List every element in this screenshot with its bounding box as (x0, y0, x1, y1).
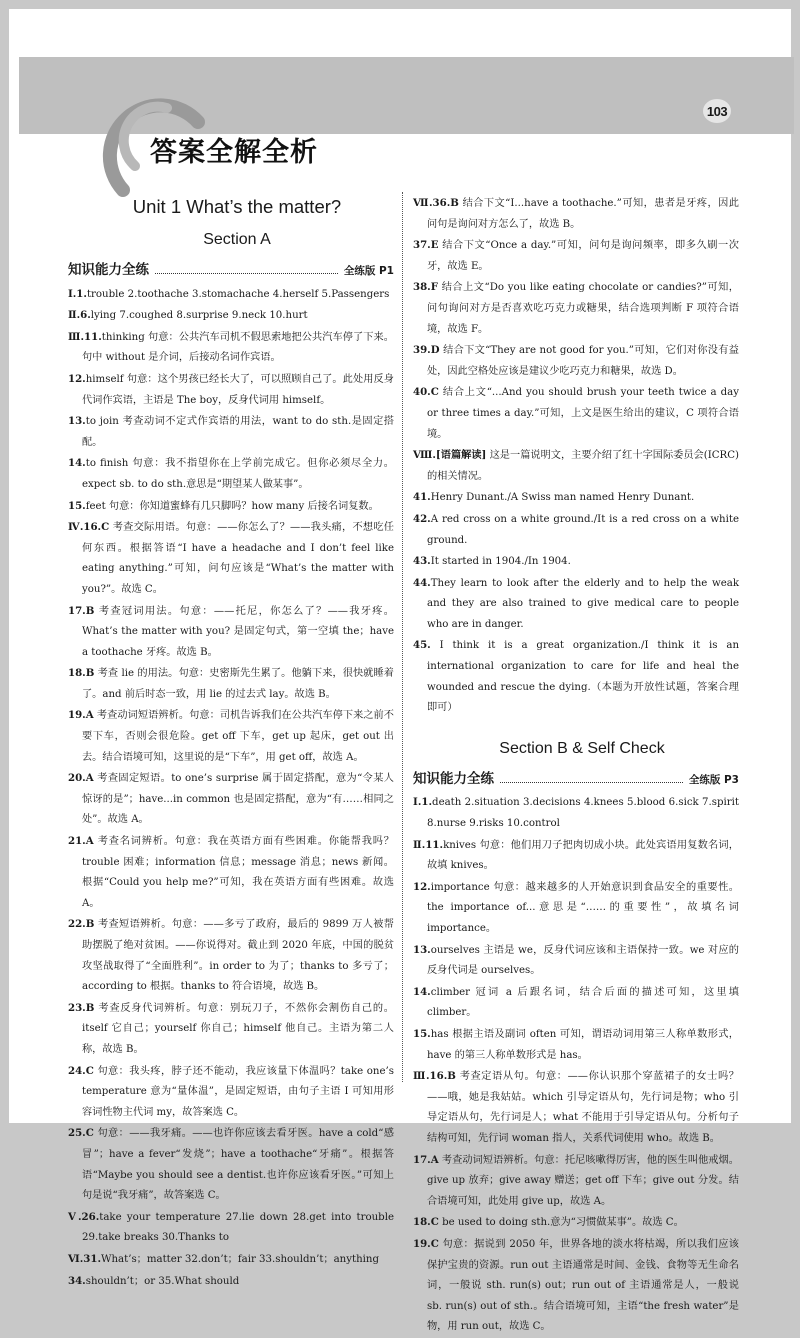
answer-item (413, 940, 739, 982)
answer-item (68, 327, 394, 369)
answer-item (68, 1271, 394, 1293)
answer-text: I think it is a great organization./I think it is an international organization to care for life and heal the wounded and rescue the dying.（本题为开放性试题，答案合理即可） (427, 640, 739, 714)
answer-number: Ⅰ.1. (413, 796, 433, 809)
answer-item (68, 305, 394, 327)
page-title: 答案全解全析 (150, 137, 318, 168)
answer-item (413, 1066, 739, 1149)
answer-text: lying 7.coughed 8.surprise 9.neck 10.hurt (90, 310, 308, 322)
answer-number: 23.B (68, 1001, 95, 1014)
answer-number: Ⅷ.[语篇解读] (413, 449, 487, 462)
practice-header-ref: 全练版 P1 (343, 265, 394, 277)
answer-number: Ⅲ.16.B (413, 1070, 456, 1083)
answer-number: 19.A (68, 709, 94, 722)
answer-text: 考查 lie 的用法。句意：史密斯先生累了。他躺下来，很快就睡着了。and 前后时态一致，用 lie 的过去式 lay。故选 B。 (82, 668, 394, 700)
answer-number: 14. (68, 457, 86, 470)
answer-text: 结合下文“I...have a toothache.”可知，患者是牙疼，因此问句是询问对方怎么了，故选 B。 (427, 198, 739, 230)
answer-number: 41. (413, 491, 431, 504)
practice-header (413, 769, 739, 791)
answer-text: 考查反身代词辨析。句意：别玩刀子，不然你会割伤自己的。itself 它自己；yourself 你自己；himself 他自己。主语为第二人称，故选 B。 (82, 1002, 394, 1055)
answer-item (413, 635, 739, 718)
answer-text: 结合上文“Do you like eating chocolate or candies?”可知，问句询问对方是否喜欢吃巧克力或糖果，结合选项判断 F 项符合语境，故选 F。 (427, 282, 739, 335)
answer-item (68, 369, 394, 411)
answer-text: ourselves 主语是 we，反身代词应该和主语保持一致。we 对应的反身代词是 ourselves。 (427, 944, 739, 977)
answer-text: has 根据主语及副词 often 可知，谓语动词用第三人称单数形式，have 的第三人称单数形式是 has。 (427, 1028, 739, 1061)
answer-text: 考查动词短语辨析。句意：托尼咳嗽得厉害，他的医生叫他戒烟。give up 放弃；give away 赠送；get off 下车；give out 分发。结合语境可知，此处用 give up，故选 A。 (427, 1154, 739, 1207)
answer-text: be used to doing sth.意为“习惯做某事”。故选 C。 (438, 1217, 684, 1229)
leader-dots (155, 263, 338, 274)
practice-header-title: 知识能力全练 (68, 262, 149, 278)
answer-item (68, 1207, 394, 1249)
answer-number: 43. (413, 555, 431, 568)
answer-number: 22.B (68, 918, 95, 931)
answer-text: to finish 句意：我不指望你在上学前完成它。但你必须尽全力。expect sb. to do sth.意思是“期望某人做某事”。 (82, 458, 394, 490)
right-column (413, 193, 739, 1338)
answer-list (68, 284, 394, 1293)
answer-number: Ⅴ.26. (68, 1210, 100, 1223)
answer-item (68, 705, 394, 768)
answer-number: Ⅶ.36.B (413, 197, 459, 209)
answer-item (68, 768, 394, 831)
answer-item (413, 193, 739, 235)
answer-number: Ⅲ.11. (68, 330, 102, 343)
answer-item (68, 1061, 394, 1124)
page-number: 103 (703, 99, 731, 123)
unit-title: Unit 1 What’s the matter? (132, 196, 342, 217)
answer-text: 考查定语从句。句意：——你认识那个穿蓝裙子的女士吗？——哦，她是我姑姑。which 引导定语从句，先行词是物；who 引导定语从句，先行词是人；what 不能用于引导定语从句。分析句子结构可知，先行词 woman 指人，关系代词使用 who。故选 B。 (427, 1071, 739, 1144)
answer-number: Ⅰ.1. (68, 287, 87, 300)
answer-number: 37.E (413, 239, 439, 252)
answer-text: 考查冠词用法。句意：——托尼，你怎么了？——我牙疼。What’s the matter with you? 是固定句式，第一空填 the；have a toothache 牙疼。故选 B。 (82, 605, 394, 658)
answer-item (68, 517, 394, 600)
answer-item (68, 914, 394, 997)
answer-text: 句意：我头疼，脖子还不能动，我应该量下体温吗？take one’s temperature 意为“量体温”，是固定短语，由句子主语 I 可知用形容词性物主代词 my，故答案选 C。 (82, 1065, 394, 1118)
answer-item (413, 1150, 739, 1213)
answer-text: 句意：据说到 2050 年，世界各地的淡水将枯竭，所以我们应该保护宝贵的资源。run out 主语通常是时间、金钱、食物等无生命名词，一般说 sth. run(s) out；run out of 主语通常是人，一般说 sb. run(s) out of sth.。结合语境可知，主语“the fresh water”是物，用 run out，故选 C。 (427, 1238, 739, 1333)
answer-text: thinking 句意：公共汽车司机不假思索地把公共汽车停了下来。句中 without 是介词，后接动名词作宾语。 (82, 331, 394, 364)
answer-number: 34. (68, 1274, 86, 1287)
answer-text: 考查交际用语。句意：——你怎么了？——我头痛，不想吃任何东西。根据答语“I have a headache and I don’t feel like eating anything.”可知，问句应该是“What’s the matter with you?”。故选 C。 (82, 522, 394, 595)
left-column (68, 192, 394, 1292)
answer-item (413, 340, 739, 382)
answer-item (68, 601, 394, 664)
answer-item (413, 382, 739, 445)
answer-text: What’s；matter 32.don’t；fair 33.shouldn’t；anything (101, 1253, 379, 1265)
answer-item (68, 831, 394, 914)
answer-item (413, 551, 739, 573)
answer-item (68, 1249, 394, 1271)
answer-number: 15. (68, 499, 86, 512)
answer-number: 12. (413, 880, 431, 893)
section-title: Section B & Self Check (499, 739, 665, 757)
practice-header (68, 260, 394, 282)
answer-text: 考查固定短语。to one’s surprise 属于固定搭配，意为“令某人惊讶的是”；have...in common 也是固定搭配，意为“有……相同之处”。故选 A。 (82, 773, 394, 826)
answer-number: 13. (68, 415, 86, 428)
section-title: Section A (203, 231, 271, 248)
answer-item (68, 998, 394, 1061)
answer-text: A red cross on a white ground./It is a red cross on a white ground. (427, 513, 739, 546)
answer-number: 40.C (413, 386, 439, 399)
answer-text: importance 句意：越来越多的人开始意识到食品安全的重要性。the importance of...意思是“……的重要性”，故填名词 importance。 (427, 881, 739, 934)
practice-header-ref: 全练版 P3 (688, 773, 739, 786)
answer-text: shouldn’t；or 35.What should (85, 1275, 240, 1287)
answer-number: 17.B (68, 604, 95, 617)
answer-item (68, 284, 394, 306)
answer-item (413, 835, 739, 877)
answer-number: 42. (413, 512, 431, 525)
answer-number: 18.C (413, 1216, 439, 1229)
answer-text: feet 句意：你知道蜜蜂有几只脚吗？how many 后接名词复数。 (85, 500, 379, 512)
answer-number: Ⅵ.31. (68, 1252, 101, 1265)
answer-item (413, 982, 739, 1024)
answer-text: himself 句意：这个男孩已经长大了，可以照顾自己了。此处用反身代词作宾语，主语是 The boy，反身代词用 himself。 (82, 373, 394, 406)
answer-text: 考查名词辨析。句意：我在英语方面有些困难。你能帮我吗？trouble 困难；information 信息；message 消息；news 新闻。根据“Could you help me?”可知，我在英语方面有些困难。故选 A。 (82, 836, 394, 909)
answer-text: 结合下文“They are not good for you.”可知，它们对你没有益处，因此空格处应该是建议少吃巧克力和糖果，故选 D。 (427, 345, 739, 377)
answer-item (413, 1024, 739, 1066)
answer-number: 39.D (413, 344, 440, 357)
answer-number: Ⅱ.11. (413, 838, 444, 851)
answer-text: 考查短语辨析。句意：——多亏了政府，最后的 9899 万人被帮助摆脱了绝对贫困。——你说得对。截止到 2020 年底，中国的脱贫攻坚战取得了“全面胜利”。in order to 为了；thanks to 多亏了；according to 根据。thanks to 符合语境，故选 B。 (82, 919, 394, 993)
answer-text: 结合上文“...And you should brush your teeth twice a day or three times a day.”可知，上文是医生给出的建议，C 项符合语境。 (427, 387, 739, 440)
column-divider (402, 192, 403, 1082)
answer-item (413, 792, 739, 834)
answer-text: take your temperature 27.lie down 28.get into trouble 29.take breaks 30.Thanks to (82, 1211, 394, 1244)
answer-number: 15. (413, 1027, 431, 1040)
answer-text: knives 句意：他们用刀子把肉切成小块。此处宾语用复数名词，故填 knives。 (427, 839, 739, 872)
answer-text: Henry Dunant./A Swiss man named Henry Dunant. (430, 492, 695, 504)
answer-item (413, 573, 739, 636)
answer-number: 14. (413, 985, 431, 998)
answer-item (413, 1234, 739, 1338)
answer-number: 17.A (413, 1153, 439, 1166)
answer-text: trouble 2.toothache 3.stomachache 4.herself 5.Passengers (86, 288, 390, 300)
answer-number: 20.A (68, 772, 94, 785)
answer-text: They learn to look after the elderly and to help the weak and they are also trained to give medical care to people who are in danger. (427, 577, 739, 630)
answer-item (68, 496, 394, 518)
answer-number: 13. (413, 943, 431, 956)
answer-item (413, 509, 739, 551)
leader-dots (500, 772, 683, 783)
answer-text: climber 冠词 a 后跟名词，结合后面的描述可知，这里填 climber。 (427, 986, 739, 1019)
answer-text: death 2.situation 3.decisions 4.knees 5.blood 6.sick 7.spirit 8.nurse 9.risks 10.control (427, 797, 739, 830)
answer-item (413, 445, 739, 487)
answer-text: to join 考查动词不定式作宾语的用法，want to do sth.是固定搭配。 (82, 416, 394, 448)
answer-item (413, 877, 739, 940)
practice-header-title: 知识能力全练 (413, 770, 494, 787)
answer-number: 19.C (413, 1237, 439, 1250)
answer-item (68, 663, 394, 705)
answer-number: Ⅱ.6. (68, 309, 91, 322)
answer-number: 25.C (68, 1127, 94, 1140)
answer-item (413, 487, 739, 509)
answer-number: 44. (413, 576, 431, 589)
answer-number: 45. (413, 639, 431, 652)
answer-list (413, 792, 739, 1337)
answer-number: 24.C (68, 1064, 94, 1077)
answer-item (68, 1123, 394, 1206)
answer-number: 12. (68, 372, 86, 385)
answer-item (413, 235, 739, 277)
answer-list (413, 193, 739, 719)
answer-item (413, 1212, 739, 1234)
answer-item (68, 453, 394, 495)
answer-number: 18.B (68, 667, 95, 680)
answer-text: 句意：——我牙痛。——也许你应该去看牙医。have a cold“感冒”；have a fever“发烧”；have a toothache“牙痛”。根据答语“Maybe you should see a dentist.也许你应该看牙医。”可知上句是说“我牙痛”，故答案选 C。 (82, 1128, 394, 1202)
answer-text: 考查动词短语辨析。句意：司机告诉我们在公共汽车停下来之前不要下车，否则会很危险。get off 下车，get up 起床，get out 出去。结合语境可知，这里说的是“下车”，用 get off，故选 A。 (82, 710, 394, 763)
answer-text: 结合下文“Once a day.”可知，问句是询问频率，即多久刷一次牙，故选 E。 (427, 240, 739, 272)
answer-item (413, 277, 739, 340)
answer-item (68, 411, 394, 453)
answer-text: 这是一篇说明文，主要介绍了红十字国际委员会(ICRC)的相关情况。 (427, 450, 739, 482)
answer-number: Ⅳ.16.C (68, 521, 110, 534)
answer-number: 38.F (413, 281, 438, 294)
answer-number: 21.A (68, 835, 94, 848)
answer-text: It started in 1904./In 1904. (430, 556, 571, 568)
